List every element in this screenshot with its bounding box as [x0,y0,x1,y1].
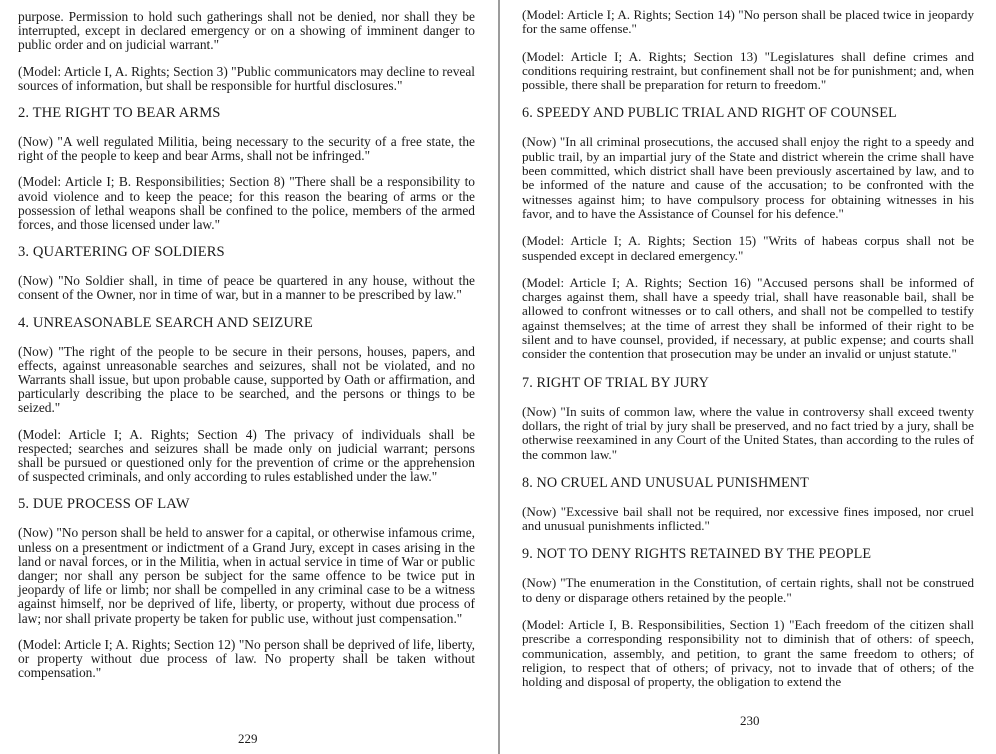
section-heading: 8. NO CRUEL AND UNUSUAL PUNISHMENT [522,474,809,491]
section-heading: 2. THE RIGHT TO BEAR ARMS [18,105,221,122]
paragraph: (Now) "Excessive bail shall not be required, nor excessive fines imposed, nor cruel and unusual punishments inflicted." [522,503,974,534]
section-heading: 3. QUARTERING OF SOLDIERS [18,244,225,261]
paragraph: (Model: Article I; A. Rights; Section 14) "No person shall be placed twice in jeopardy for the same offense." [522,7,974,37]
paragraph: purpose. Permission to hold such gatherings shall not be denied, nor shall they be interrupted, except in declared emergency or on a showing of imminent danger to public order and on judicial warrant." [18,9,475,53]
paragraph: (Model: Article I; A. Rights; Section 12) "No person shall be deprived of life, liberty, or property without due process of law. No property shall be taken without compensation." [18,636,475,681]
paragraph: (Now) "The right of the people to be secure in their persons, houses, papers, and effects, against unreasonable searches and seizures, shall not be violated, and no Warrants shall issue, but upon probable cause, supported by Oath or affirmation, and particularly describing the place to be searched, and the persons or things to be seized." [18,343,475,416]
section-heading: 7. RIGHT OF TRIAL BY JURY [522,374,709,391]
paragraph: (Now) "No Soldier shall, in time of peace be quartered in any house, without the consent of the Owner, nor in time of war, but in a manner to be prescribed by law." [18,273,475,303]
paragraph: (Now) "A well regulated Militia, being necessary to the security of a free state, the right of the people to keep and bear Arms, shall not be infringed." [18,134,475,164]
right-page-text [522,8,974,703]
paragraph: (Model: Article I, B. Responsibilities, Section 1) "Each freedom of the citizen shall prescribe a corresponding responsibility not to diminish that of others: of speech, communication, assembly, and petition, to grant the same freedom to others; of religion, to respect that of others; of privacy, not to invade that of others; of the holding and disposal of property, the obligation to extend the [522,617,974,690]
book-spine-divider [498,0,500,754]
paragraph: (Model: Article I, A. Rights; Section 3) "Public communicators may decline to reveal sources of information, but shall be responsible for hurtful disclosures." [18,63,475,93]
section-heading: 4. UNREASONABLE SEARCH AND SEIZURE [18,314,313,331]
paragraph: (Now) "The enumeration in the Constitution, of certain rights, shall not be construed to deny or disparage others retained by the people." [522,575,974,605]
section-heading: 9. NOT TO DENY RIGHTS RETAINED BY THE PEOPLE [522,546,872,563]
paragraph: (Model: Article I; A. Rights; Section 4) The privacy of individuals shall be respected; searches and seizures shall be made only on judicial warrant; persons shall be pursued or questioned only for the prevention of crime or the apprehension of suspected criminals, and only according to rules established under the law." [18,426,475,485]
paragraph: (Model: Article I; B. Responsibilities; Section 8) "There shall be a responsibility to avoid violence and to keep the peace; for this reason the bearing of arms or the possession of lethal weapons shall be confined to the police, members of the armed forces, and those licensed under law." [18,174,475,233]
paragraph: (Now) "In all criminal prosecutions, the accused shall enjoy the right to a speedy and public trail, by an impartial jury of the State and district wherein the crime shall have been committed, which district shall have been previously ascertained by law, and to be informed of the nature and cause of the accusation; to be confronted with the witnesses against him; to have compulsory process for obtaining witnesses in his favor, and to have the Assistance of Counsel for his defence." [522,134,974,221]
section-heading: 5. DUE PROCESS OF LAW [18,496,190,513]
left-page-text [18,10,475,693]
page-number: 230 [740,713,760,728]
right-page [501,0,996,754]
section-heading: 6. SPEEDY AND PUBLIC TRIAL AND RIGHT OF COUNSEL [522,105,897,122]
paragraph: (Model: Article I; A. Rights; Section 15) "Writs of habeas corpus shall not be suspended except in declared emergency." [522,233,974,263]
paragraph: (Model: Article I; A. Rights; Section 13) "Legislatures shall define crimes and conditions requiring restraint, but confinement shall not be for punishment; and, when possible, there shall be preparation for return to freedom." [522,48,974,93]
paragraph: (Model: Article I; A. Rights; Section 16) "Accused persons shall be informed of charges against them, shall have a speedy trial, shall have reasonable bail, shall be allowed to confront witnesses or to call others, and shall not be compelled to testify against themselves; at the time of arrest they shall be informed of their right to be silent and to have counsel, provided, if necessary, at public expense; and courts shall consider the contention that prosecution may be under an invalid or unjust statute." [522,274,974,362]
paragraph: (Now) "No person shall be held to answer for a capital, or otherwise infamous crime, unless on a presentment or indictment of a Grand Jury, except in cases arising in the land or naval forces, or in the Militia, when in actual service in time of War or public danger; nor shall any person be subject for the same offence to be twice put in jeopardy of life or limb; nor shall be compelled in any criminal case to be a witness against himself, nor be deprived of life, liberty, or property, without due process of law; nor shall private property be taken for public use, without just compensation." [18,525,475,626]
paragraph: (Now) "In suits of common law, where the value in controversy shall exceed twenty dollars, the right of trial by jury shall be preserved, and no fact tried by a jury, shall be otherwise reexamined in any Court of the United States, than according to the rules of the common law." [522,403,974,462]
page-number: 229 [238,731,258,746]
